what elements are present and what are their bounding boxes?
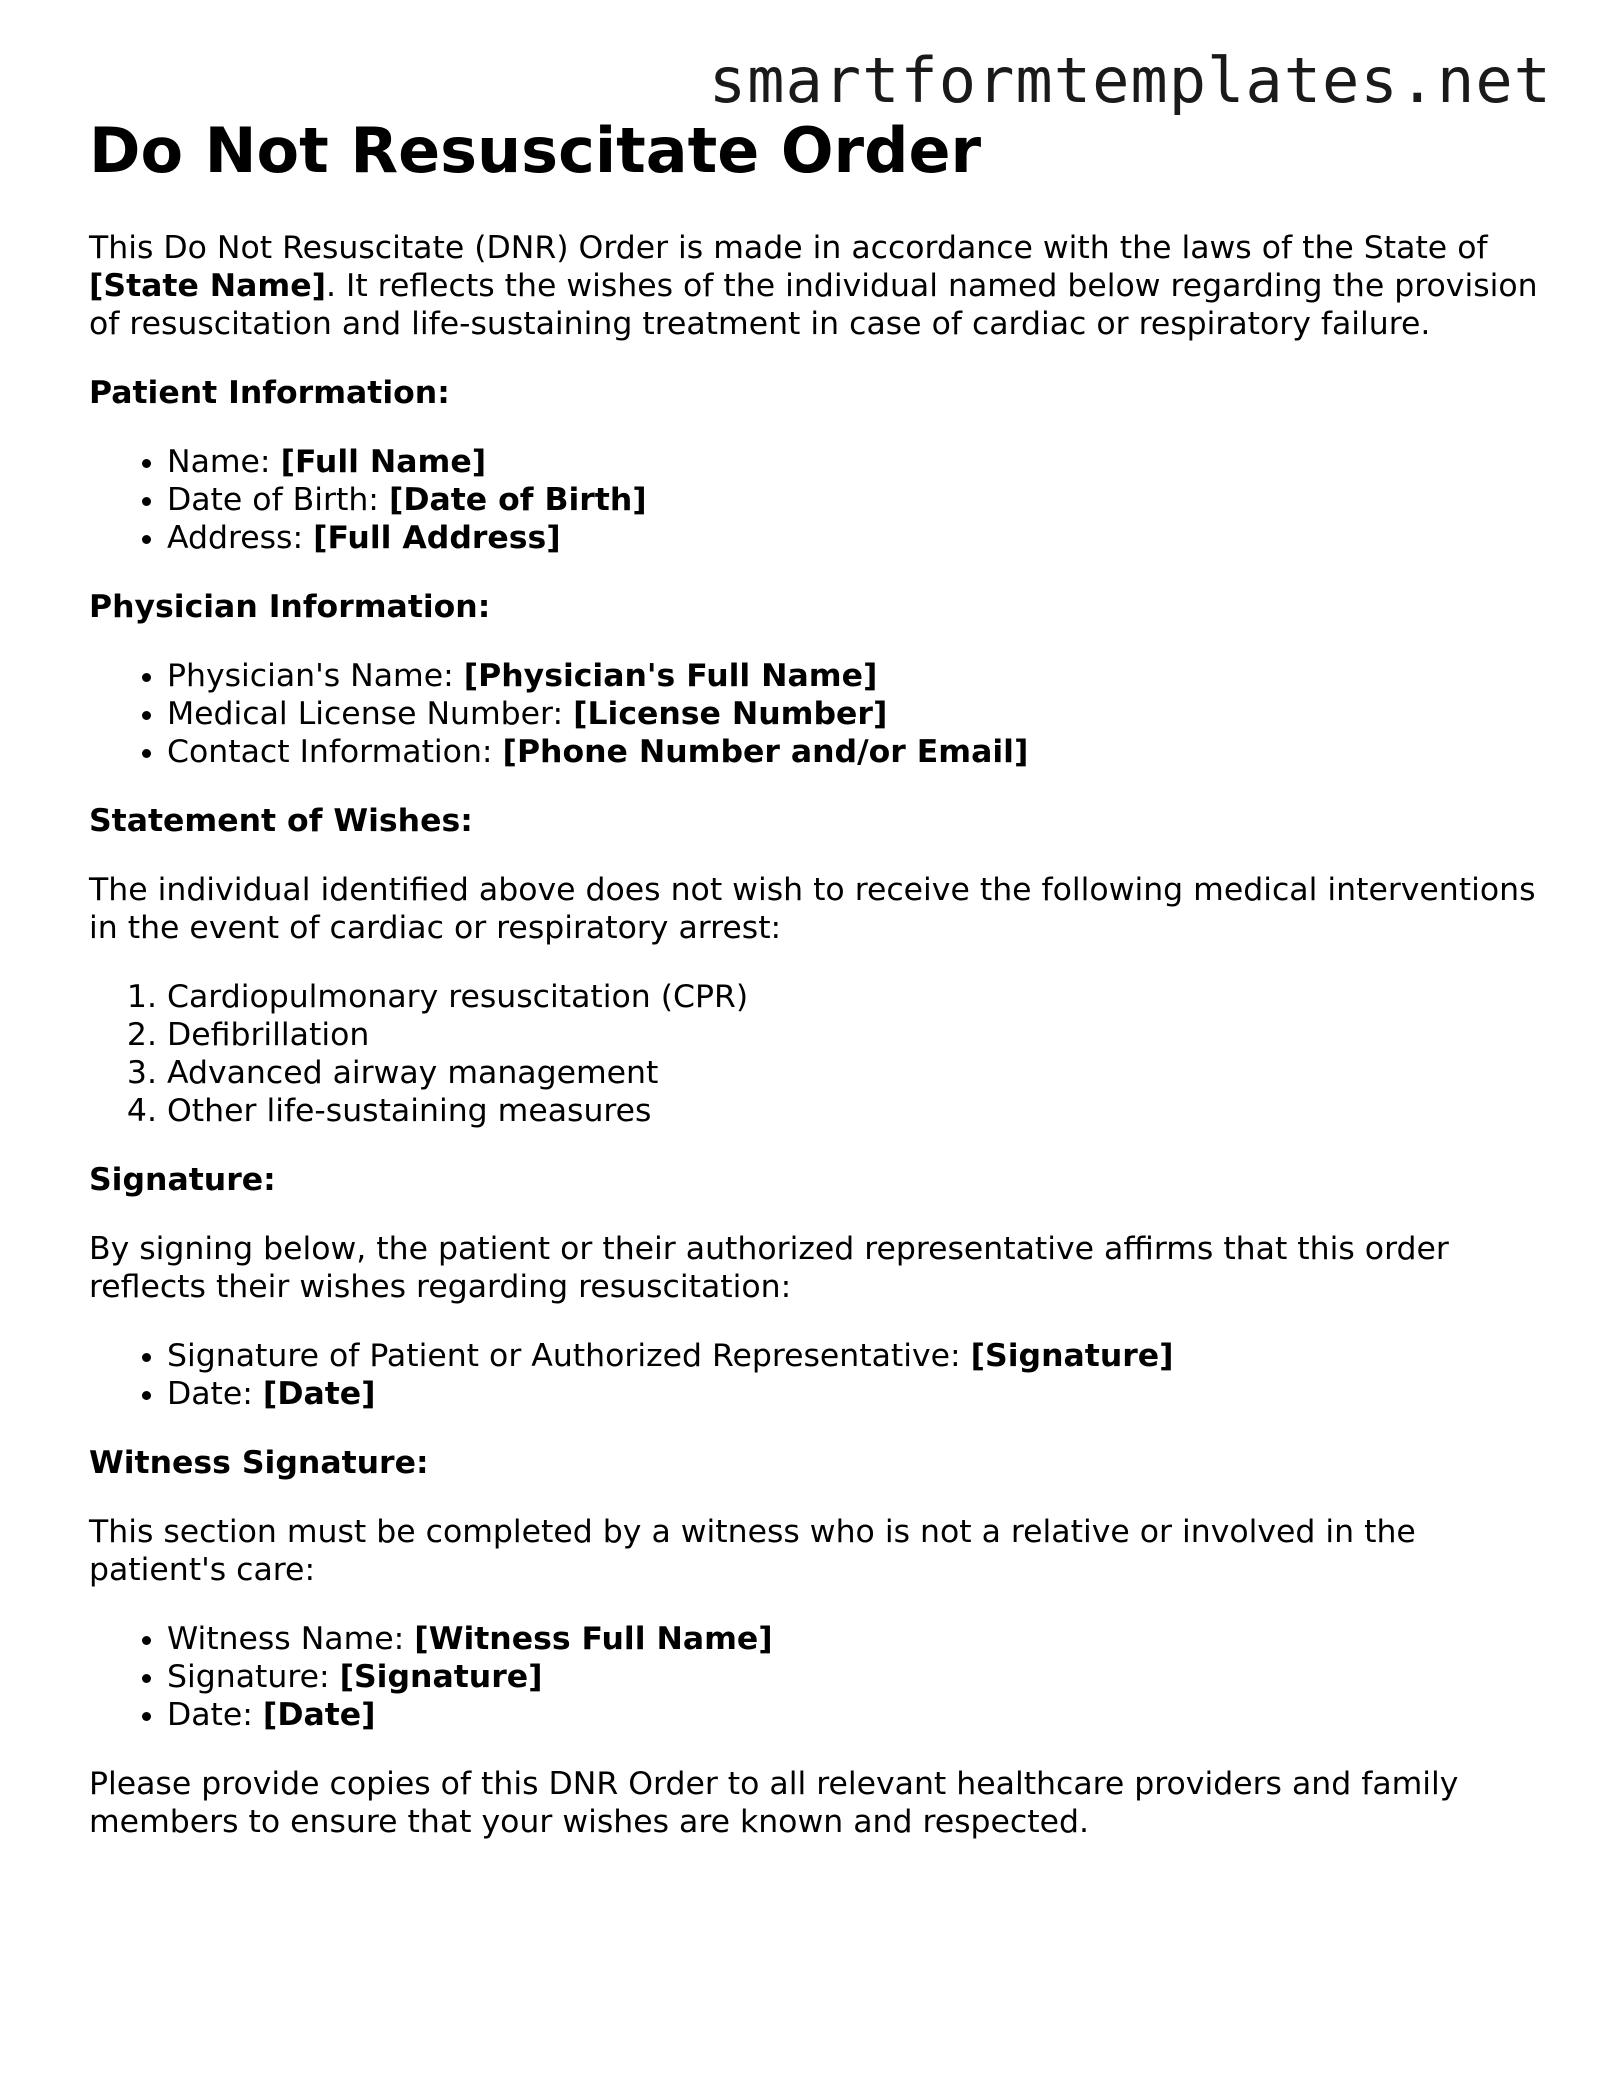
physician-name-item: • Physician's Name: [Physician's Full Name] (167, 657, 1549, 695)
patient-dob-item: • Date of Birth: [Date of Birth] (167, 481, 1549, 519)
patient-info-list (89, 443, 1549, 557)
intervention-item: 1. Cardiopulmonary resuscitation (CPR) (167, 978, 1549, 1016)
patient-info-heading: Patient Information: (89, 375, 450, 411)
witness-paragraph: This section must be completed by a witness who is not a relative or involved in the patient's care: (89, 1514, 1416, 1588)
intervention-item: 3. Advanced airway management (167, 1054, 1549, 1092)
witness-name-placeholder: [Witness Full Name] (414, 1621, 773, 1657)
wishes-heading: Statement of Wishes: (89, 803, 473, 839)
document-page (89, 112, 1549, 1841)
wishes-paragraph: The individual identified above does not wish to receive the following medical interventions in the event of cardiac or respiratory arrest: (89, 872, 1536, 946)
intervention-item: 4. Other life-sustaining measures (167, 1092, 1549, 1130)
witness-signature-placeholder: [Signature] (339, 1659, 543, 1695)
intro-text-before: This Do Not Resuscitate (DNR) Order is made in accordance with the laws of the State of (89, 230, 1488, 266)
contact-info-placeholder: [Phone Number and/or Email] (502, 734, 1029, 770)
patient-signature-item: • Signature of Patient or Authorized Representative: [Signature] (167, 1337, 1549, 1375)
signature-list (89, 1337, 1549, 1413)
patient-address-item: • Address: [Full Address] (167, 519, 1549, 557)
witness-heading: Witness Signature: (89, 1445, 429, 1481)
intro-text-after: . It reflects the wishes of the individual named below regarding the provision of resuscitation and life-sustaining treatment in case of cardiac or respiratory failure. (89, 268, 1538, 342)
patient-signature-date-placeholder: [Date] (262, 1376, 376, 1412)
witness-list (89, 1620, 1549, 1734)
state-name-placeholder: [State Name] (89, 268, 326, 304)
site-watermark: smartformtemplates.net (708, 44, 1552, 117)
page-title: Do Not Resuscitate Order (89, 114, 982, 187)
physician-info-list (89, 657, 1549, 771)
patient-dob-placeholder: [Date of Birth] (388, 482, 647, 518)
closing-paragraph: Please provide copies of this DNR Order to all relevant healthcare providers and family members to ensure that your wishes are known and respected. (89, 1766, 1459, 1840)
patient-name-item: • Name: [Full Name] (167, 443, 1549, 481)
intro-paragraph (89, 229, 1549, 343)
interventions-list (89, 978, 1549, 1130)
patient-address-placeholder: [Full Address] (313, 520, 561, 556)
patient-name-placeholder: [Full Name] (280, 444, 487, 480)
patient-signature-placeholder: [Signature] (970, 1338, 1174, 1374)
witness-date-placeholder: [Date] (262, 1697, 376, 1733)
patient-signature-date-item: • Date: [Date] (167, 1375, 1549, 1413)
signature-paragraph: By signing below, the patient or their authorized representative affirms that this order reflects their wishes regarding resuscitation: (89, 1231, 1449, 1305)
contact-info-item: • Contact Information: [Phone Number and/or Email] (167, 733, 1549, 771)
intervention-item: 2. Defibrillation (167, 1016, 1549, 1054)
license-number-placeholder: [License Number] (573, 696, 888, 732)
physician-name-placeholder: [Physician's Full Name] (463, 658, 878, 694)
license-number-item: • Medical License Number: [License Number] (167, 695, 1549, 733)
witness-date-item: • Date: [Date] (167, 1696, 1549, 1734)
physician-info-heading: Physician Information: (89, 589, 491, 625)
witness-name-item: • Witness Name: [Witness Full Name] (167, 1620, 1549, 1658)
witness-signature-item: • Signature: [Signature] (167, 1658, 1549, 1696)
signature-heading: Signature: (89, 1162, 276, 1198)
